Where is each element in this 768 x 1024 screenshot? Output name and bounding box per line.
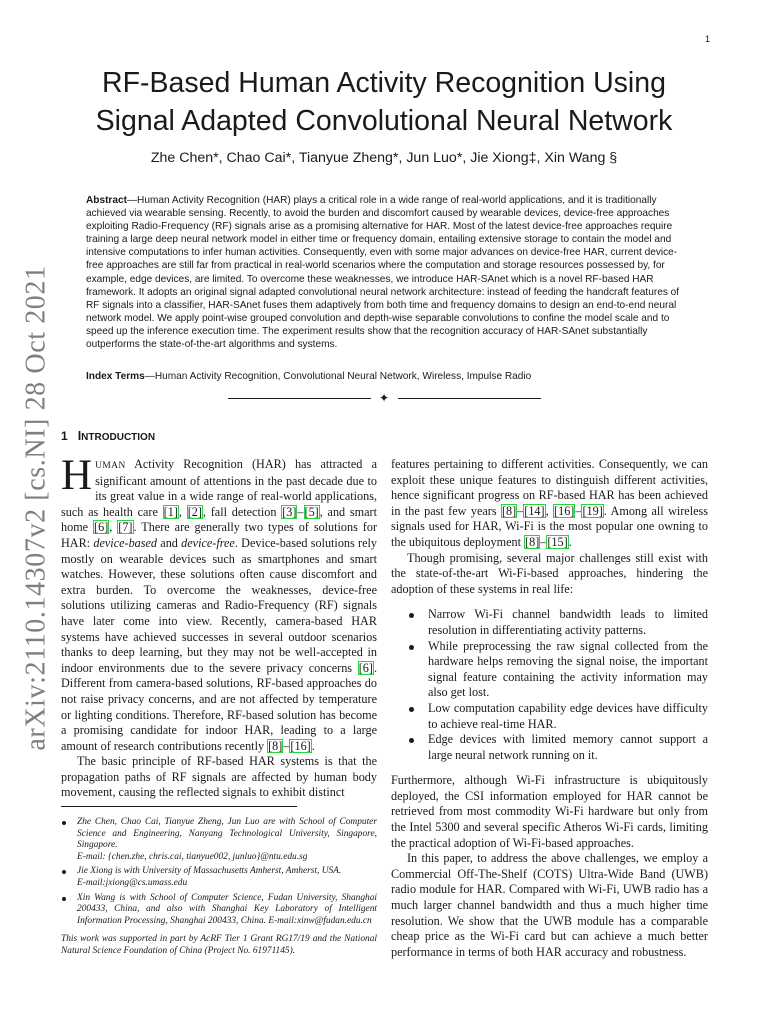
citation-link[interactable]: [15] xyxy=(547,534,568,549)
section-heading-introduction xyxy=(61,429,155,443)
abstract xyxy=(86,194,683,351)
citation-link[interactable]: [19] xyxy=(582,503,603,518)
funding-note: This work was supported in part by AcRF Tier 1 Grant RG17/19 and the National Natural Science Foundation of China (Project No. 61971145). xyxy=(61,934,377,956)
arxiv-stamp xyxy=(7,265,67,751)
paragraph-text: , xyxy=(109,520,118,535)
paragraph-text: , xyxy=(178,504,187,519)
section-title-rest: NTRODUCTION xyxy=(81,432,156,443)
divider-line-right xyxy=(398,398,541,399)
paragraph-text: features pertaining to different activities. Consequently, we can exploit these unique features to distinguish different activities, hence significant progress on RF-based HAR has been achieved in the past few years xyxy=(391,457,708,518)
drop-cap: H xyxy=(61,452,93,499)
footnotes xyxy=(61,817,377,958)
arxiv-stamp-text: arXiv:2110.14307v2 [cs.NI] 28 Oct 2021 xyxy=(21,265,52,751)
affiliation-item xyxy=(61,817,377,863)
section-divider xyxy=(228,390,541,406)
intro-paragraph-6: In this paper, to address the above challenges, we employ a Commercial Off-The-Shelf (COTS) Ultra-Wide Band (UWB) radio module for HAR. Compared with Wi-Fi, UWB radio has a much larger channel bandwidth and thus a much higher time resolution. We show that the UWB module has a comparable cheap price as the Wi-Fi card but can achieve a much better performance in terms of both HAR accuracy and robustness. xyxy=(391,851,708,959)
footnote-rule xyxy=(61,806,297,807)
citation-link[interactable]: [16] xyxy=(290,738,311,753)
paragraph-text: – xyxy=(283,738,290,753)
paragraph-text: – xyxy=(540,534,547,549)
paragraph-text: Activity Recognition (HAR) has attracted a significant amount of attentions in the past decade due to its great value in a wide range of real-world applications, such as health care xyxy=(61,457,377,519)
citation-link[interactable]: [6] xyxy=(358,660,373,675)
title-line-1: RF-Based Human Activity Recognition Using xyxy=(102,67,666,99)
affiliation-email: E-mail:jxiong@cs.umass.edu xyxy=(77,877,188,888)
abstract-text: —Human Activity Recognition (HAR) plays a critical role in a wide range of real-world applications, and it is traditionally achieved via wearable sensing. Recently, to avoid the burden and discomfort caused by wearable devices, device-free approaches exploiting Radio-Frequency (RF) signals arise as a promising alternative for HAR. Most of the latest device-free approaches require training a large deep neural network model in either time or frequency domain, entailing extensive storage to contain the model and intensive computations to infer human activities. Consequently, even with some major advances on device-free HAR, current device-free approaches are still far from practical in real-world scenarios where the computation and storage resources possessed by, for example, edge devices, are limited. To overcome these weaknesses, we introduce HAR-SAnet which is a novel RF-based HAR framework. It adopts an original signal adapted convolutional neural network architecture: instead of feeding the handcraft features of RF signals into a classifier, HAR-SAnet fuses them adaptively from both time and frequency domains to design an end-to-end neural network model. We apply point-wise grouped convolution and depth-wise separable convolutions to confine the model scale and to speed up the inference execution time. The experiment results show that the recognition accuracy of HAR-SAnet substantially outperforms the state-of-the-art algorithms and systems. xyxy=(86,195,680,351)
intro-paragraph-5: Furthermore, although Wi-Fi infrastructure is ubiquitously deployed, the CSI information employed for HAR cannot be retrieved from most commodity Wi-Fi hardware but only from the Intel 5300 and several specific Atheros Wi-Fi cards, limiting the practical adoption of Wi-Fi-based approaches. xyxy=(391,773,708,850)
citation-link[interactable]: [16] xyxy=(554,503,575,518)
challenge-list xyxy=(391,607,708,763)
paragraph-text: and xyxy=(157,535,182,550)
section-number: 1 xyxy=(61,429,68,443)
intro-paragraph-2: The basic principle of RF-based HAR systems is that the propagation paths of RF signals are affected by human body movement, causing the reflected signals to exhibit distinct xyxy=(61,754,377,800)
paragraph-text: , fall detection xyxy=(202,504,282,519)
right-column xyxy=(391,457,708,960)
affiliation-list xyxy=(61,817,377,927)
abstract-label: Abstract xyxy=(86,195,127,206)
challenge-item: While preprocessing the raw signal collected from the hardware helps removing the signal noise, the important signal feature containing the activity information may also get lost. xyxy=(391,639,708,701)
paragraph-text: – xyxy=(297,504,304,519)
citation-link[interactable]: [5] xyxy=(304,504,319,519)
citation-link[interactable]: [3] xyxy=(282,504,297,519)
left-column xyxy=(61,452,378,801)
paragraph-text: – xyxy=(517,503,524,518)
citation-link[interactable]: [14] xyxy=(524,503,545,518)
intro-paragraph-1 xyxy=(61,452,378,754)
page-number: 1 xyxy=(704,34,710,44)
emphasis-device-free: device-free xyxy=(181,535,235,550)
paragraph-text: . Among all wireless signals used for HAR, Wi-Fi is the most popular one owning to the ubiquitous deployment xyxy=(391,503,709,549)
citation-link[interactable]: [8] xyxy=(501,503,517,518)
citation-link[interactable]: [8] xyxy=(268,738,283,753)
affiliation-item xyxy=(61,893,377,928)
citation-link[interactable]: [1] xyxy=(163,504,178,519)
index-terms-text: —Human Activity Recognition, Convolutional Neural Network, Wireless, Impulse Radio xyxy=(144,371,532,382)
paragraph-text: . There are generally two types of solutions for HAR: xyxy=(61,520,378,550)
challenge-item: Low computation capability edge devices have difficulty to achieve real-time HAR. xyxy=(391,701,708,732)
drop-cap-smallcaps: UMAN xyxy=(95,460,126,471)
index-terms xyxy=(86,370,683,383)
intro-paragraph-4: Though promising, several major challenges still exist with the state-of-the-art Wi-Fi-based approaches, hindering the adoption of these systems in real life: xyxy=(391,550,708,596)
index-terms-label: Index Terms xyxy=(86,371,145,382)
paragraph-text: . xyxy=(311,738,315,753)
author-list: Zhe Chen*, Chao Cai*, Tianyue Zheng*, Jun Luo*, Jie Xiong‡, Xin Wang § xyxy=(150,150,618,166)
paragraph-text: . Different from camera-based solutions, RF-based approaches do not raise privacy concerns, and are not affected by temperature or lighting conditions. Therefore, RF-based solution has become a promising candidate for indoor HAR, leading to a large amount of research contributions recently xyxy=(61,660,377,753)
challenge-item: Edge devices with limited memory cannot support a large neural network running on it. xyxy=(391,732,708,763)
divider-line-left xyxy=(228,398,371,399)
paragraph-text: . Device-based solutions rely mostly on wearable devices such as smartphones and smart watches. However, these solutions often cause discomfort and extra burden. To overcome the weaknesses, device-free solutions utilizing cameras and Radio-Frequency (RF) signals have later come into view. Recently, camera-based HAR systems have achieved successes in several outdoor scenarios thanks to deep learning, but they may not be well-accepted in indoor environments due to the severe privacy concerns xyxy=(61,535,377,675)
affiliation-text: Jie Xiong is with University of Massachusetts Amherst, Amherst, USA. xyxy=(77,866,342,877)
paragraph-text: . xyxy=(568,534,572,549)
affiliation-text: Xin Wang is with School of Computer Science, Fudan University, Shanghai 200433, China, and also with Shanghai Key Laboratory of Intelligent Information Processing, Shanghai 200433, China. E-mail:xinw@fudan.edu.cn xyxy=(77,892,377,926)
paragraph-text: – xyxy=(575,503,582,518)
paper-title xyxy=(60,64,708,140)
emphasis-device-based: device-based xyxy=(93,535,158,550)
citation-link[interactable]: [8] xyxy=(525,534,540,549)
citation-link[interactable]: [7] xyxy=(118,520,133,535)
intro-paragraph-3 xyxy=(391,457,708,551)
challenge-item: Narrow Wi-Fi channel bandwidth leads to limited resolution in differentiating activity patterns. xyxy=(391,607,708,638)
citation-link[interactable]: [2] xyxy=(187,504,202,519)
paragraph-text: , xyxy=(545,503,554,518)
paragraph-text: , and smart home xyxy=(61,504,377,535)
title-line-2: Signal Adapted Convolutional Neural Network xyxy=(95,105,673,137)
citation-link[interactable]: [6] xyxy=(94,520,109,535)
affiliation-email: E-mail: {chen.zhe, chris.cai, tianyue002, junluo}@ntu.edu.sg xyxy=(77,851,308,862)
affiliation-text: Zhe Chen, Chao Cai, Tianyue Zheng, Jun Luo are with School of Computer Science and Engineering, Nanyang Technological University, Singapore, Singapore. xyxy=(77,817,377,851)
divider-star-icon: ✦ xyxy=(378,391,390,405)
section-title-initial: I xyxy=(77,429,82,443)
affiliation-item xyxy=(61,866,377,889)
